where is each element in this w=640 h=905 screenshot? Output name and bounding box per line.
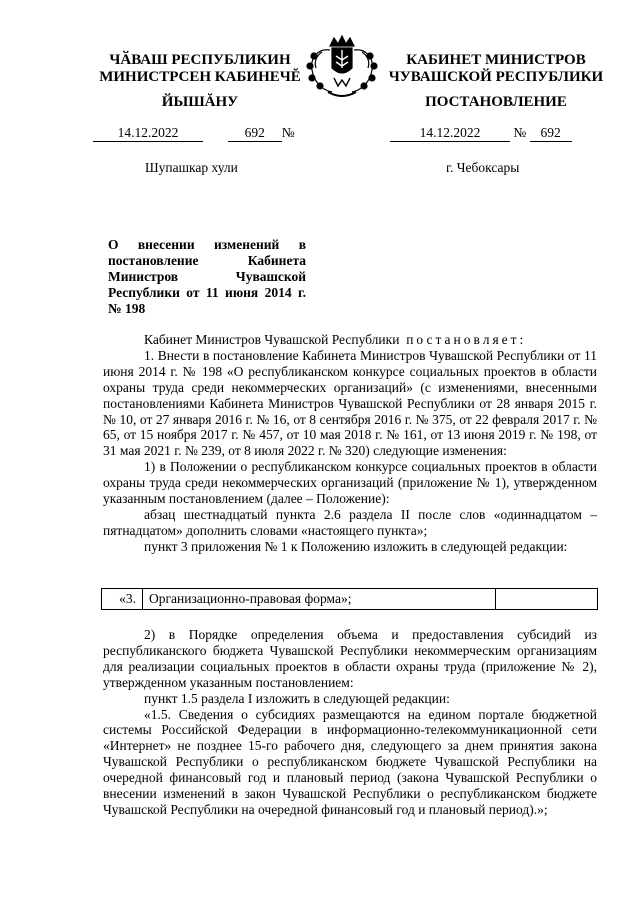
header-left-line1: ЧӐВАШ РЕСПУБЛИКИН bbox=[109, 52, 291, 68]
amendment-table bbox=[101, 588, 598, 610]
chuvash-coat-of-arms-icon bbox=[300, 34, 384, 104]
number-sign-left: № bbox=[281, 125, 295, 140]
header-left bbox=[96, 52, 304, 86]
paragraph-1: 1. Внести в постановление Кабинета Министров Чувашской Республики от 11 июня 2014 г. № 198 «О республиканском конкурсе социальных проектов в области охраны труда среди некоммерческих организаций» (с изменениями, внесенными постановлениями Кабинета Министров Чувашской Республики от 28 января 2015 г. № 10, от 27 января 2016 г. № 16, от 8 сентября 2016 г. № 375, от 22 февраля 2017 г. № 65, от 15 ноября 2017 г. № 457, от 10 мая 2018 г. № 161, от 13 июня 2019 г. № 198, от 31 мая 2021 г. № 239, от 8 июля 2022 г. № 320) следующие изменения: bbox=[103, 347, 597, 459]
paragraph-4: пункт 3 приложения № 1 к Положению изложить в следующей редакции: bbox=[144, 538, 568, 554]
date-right: 14.12.2022 bbox=[390, 125, 510, 142]
paragraph-2: 1) в Положении о республиканском конкурсе социальных проектов в области охраны труда среди некоммерческих организаций (приложение № 1), утвержденном указанным постановлением (далее – Положение): bbox=[103, 459, 597, 507]
number-left: 692 bbox=[228, 125, 282, 142]
header-right-line1: КАБИНЕТ МИНИСТРОВ bbox=[406, 52, 586, 68]
header-left-line2: МИНИСТРСЕН КАБИНЕЧĔ bbox=[99, 69, 301, 85]
intro-resolves: постановляет: bbox=[406, 332, 527, 347]
city-right: г. Чебоксары bbox=[446, 160, 520, 175]
table-cell-label: Организационно-правовая форма»; bbox=[143, 589, 496, 610]
date-left: 14.12.2022 bbox=[93, 125, 203, 142]
dateline-right bbox=[390, 125, 572, 142]
number-sign-right: № bbox=[513, 125, 527, 140]
document-body bbox=[103, 332, 597, 555]
header-right-line2: ЧУВАШСКОЙ РЕСПУБЛИКИ bbox=[388, 69, 604, 85]
table-row bbox=[102, 589, 598, 610]
document-subject: О внесении изменений в постановление Кабинета Министров Чувашской Республики от 11 июня 2014 г. № 198 bbox=[108, 237, 306, 316]
header-right bbox=[385, 52, 607, 86]
city-left: Шупашкар хули bbox=[145, 160, 238, 175]
number-right: 692 bbox=[530, 125, 572, 142]
table-cell-value bbox=[496, 589, 598, 610]
doc-type-right: ПОСТАНОВЛЕНИЕ bbox=[425, 94, 567, 110]
paragraph-6: пункт 1.5 раздела I изложить в следующей редакции: bbox=[144, 690, 450, 706]
paragraph-3: абзац шестнадцатый пункта 2.6 раздела II после слов «одиннадцатом – пятнадцатом» дополнить словами «настоящего пункта»; bbox=[103, 506, 597, 538]
paragraph-7: «1.5. Сведения о субсидиях размещаются на едином портале бюджетной системы Российской Федерации в информационно-телекоммуникационной сети «Интернет» не позднее 15-го рабочего дня, следующего за днем принятия закона Чувашской Республики о республиканском бюджете Чувашской Республики на очередной финансовый год и плановый период (закона Чувашской Республики о внесении изменений в закон Чувашской Республики о республиканском бюджете Чувашской Республики на очередной финансовый год и плановый период).»; bbox=[103, 706, 597, 817]
doc-type-left: ЙЫШĂНУ bbox=[161, 94, 239, 110]
intro-paragraph bbox=[103, 332, 597, 348]
paragraph-5: 2) в Порядке определения объема и предоставления субсидий из республиканского бюджета Чувашской Республики некоммерческим организациям для реализации социальных проектов в области охраны труда (приложение № 2), утвержденном указанным постановлением: bbox=[103, 627, 597, 690]
table-cell-num: «3. bbox=[102, 589, 143, 610]
document-body-2 bbox=[103, 627, 597, 818]
dateline-left bbox=[93, 125, 295, 142]
intro-prefix: Кабинет Министров Чувашской Республики bbox=[144, 332, 400, 347]
